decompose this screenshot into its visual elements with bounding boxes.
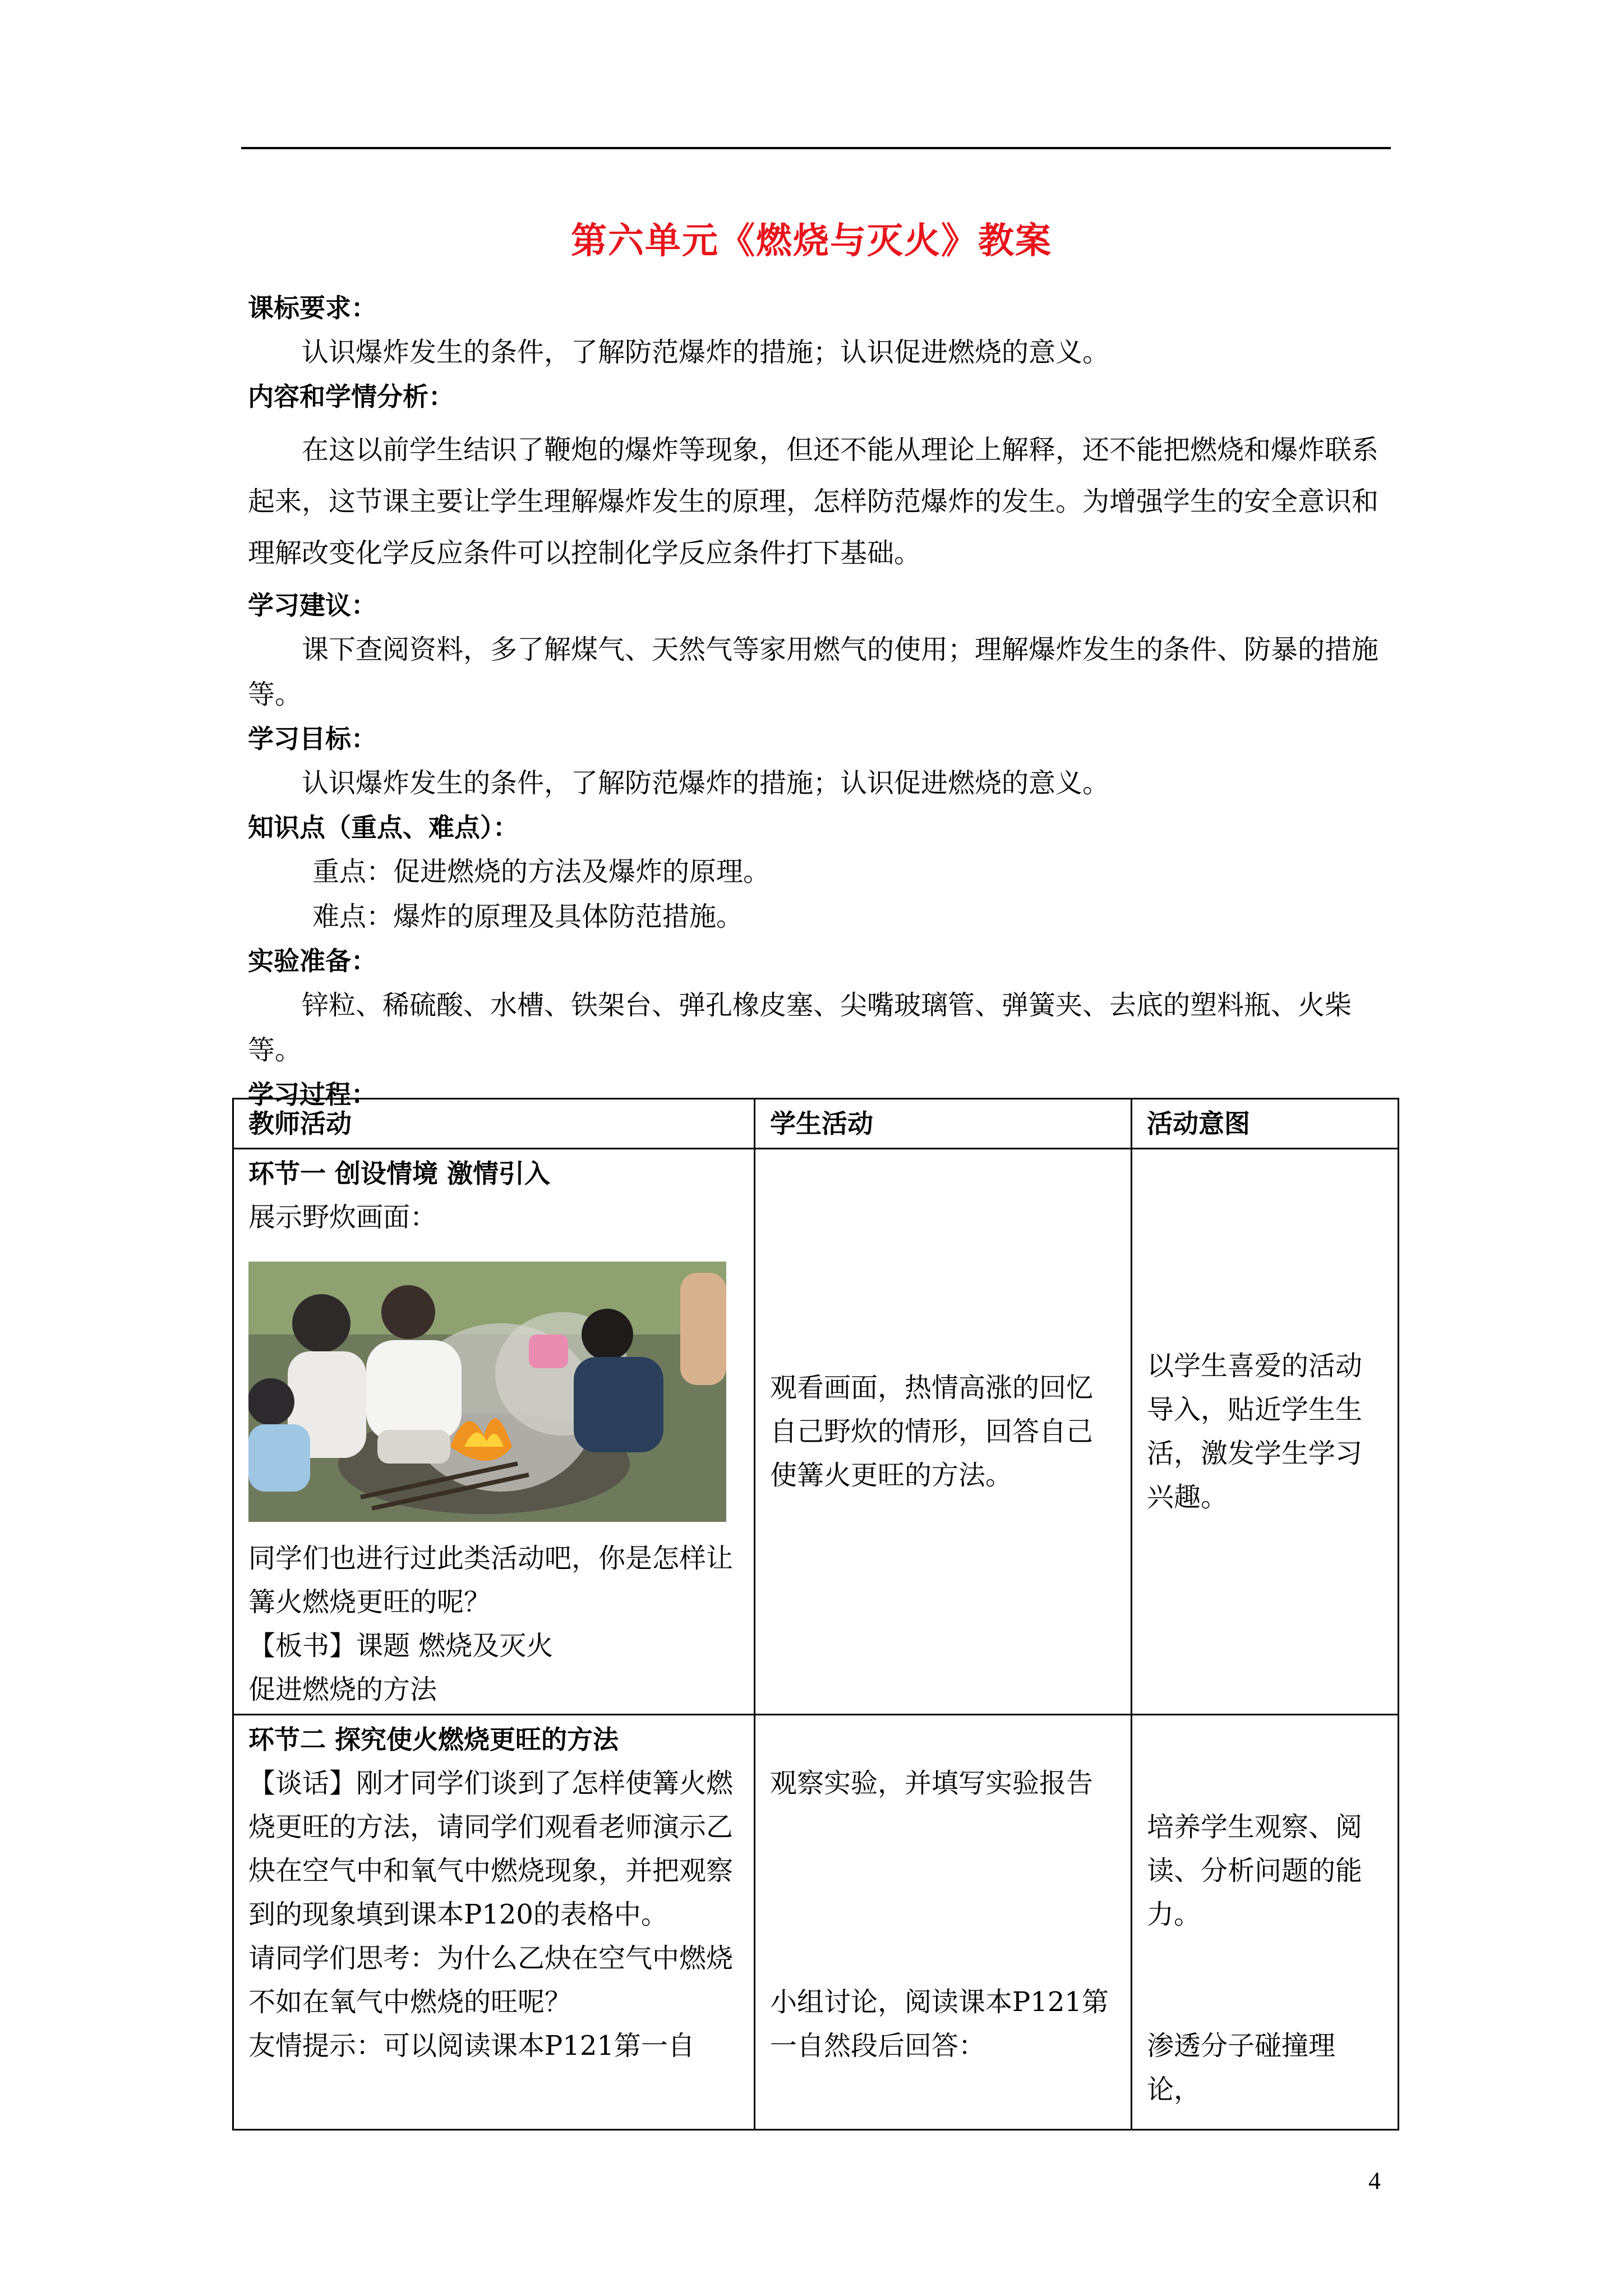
activity-intent-2: 渗透分子碰撞理论， [1147, 2030, 1336, 2105]
student-activity: 观看画面，热情高涨的回忆自己野炊的情形，回答自己使篝火更旺的方法。 [770, 1372, 1094, 1491]
keypoint-difficult: 难点：爆炸的原理及具体防范措施。 [312, 901, 744, 932]
paragraph-suggestion: 课下查阅资料，多了解煤气、天然气等家用燃气的使用；理解爆炸发生的条件、防暴的措施等。 [248, 634, 1379, 710]
intent-cell [1132, 1715, 1399, 2130]
teacher-cell [233, 1715, 755, 2130]
board-title: 【板书】课题 燃烧及灭火 [248, 1630, 554, 1662]
teacher-intro: 展示野炊画面： [248, 1202, 437, 1233]
table-row [233, 1149, 1399, 1715]
teacher-talk: 【谈话】刚才同学们谈到了怎样使篝火燃烧更旺的方法，请同学们观看老师演示乙炔在空气中和氧气中燃烧现象，并把观察到的现象填到课本P120的表格中。 [248, 1768, 734, 1930]
table-row [233, 1715, 1399, 2130]
section-title: 环节一 创设情境 激情引入 [248, 1158, 551, 1189]
paragraph-standard: 认识爆炸发生的条件，了解防范爆炸的措施；认识促进燃烧的意义。 [302, 337, 1110, 368]
student-cell [755, 1149, 1132, 1715]
teacher-hint: 友情提示：可以阅读课本P121第一自 [248, 2030, 695, 2062]
header-intent: 活动意图 [1132, 1099, 1399, 1149]
activity-intent: 以学生喜爱的活动导入，贴近学生生活，激发学生学习兴趣。 [1147, 1350, 1363, 1513]
section-title: 环节二 探究使火燃烧更旺的方法 [248, 1724, 619, 1755]
paragraph-prep: 锌粒、稀硫酸、水槽、铁架台、弹孔橡皮塞、尖嘴玻璃管、弹簧夹、去底的塑料瓶、火柴等。 [248, 990, 1352, 1066]
heading-analysis: 内容和学情分析： [248, 381, 454, 412]
page-number: 4 [1368, 2167, 1381, 2194]
paragraph-goal: 认识爆炸发生的条件，了解防范爆炸的措施；认识促进燃烧的意义。 [302, 767, 1110, 799]
intent-cell [1132, 1149, 1399, 1715]
board-subtitle: 促进燃烧的方法 [248, 1674, 437, 1705]
document-body [248, 286, 1398, 1116]
header-rule [241, 147, 1391, 149]
picnic-photo [248, 1262, 726, 1522]
teacher-question: 同学们也进行过此类活动吧，你是怎样让篝火燃烧更旺的呢？ [248, 1543, 734, 1618]
student-cell [755, 1715, 1132, 2130]
student-activity-1: 观察实验，并填写实验报告 [770, 1768, 1094, 1799]
heading-standard: 课标要求： [248, 293, 377, 323]
teacher-think: 请同学们思考：为什么乙炔在空气中燃烧不如在氧气中燃烧的旺呢？ [248, 1943, 734, 2018]
header-student: 学生活动 [755, 1099, 1132, 1149]
picnic-photo-drawing [248, 1262, 726, 1522]
heading-keypoints: 知识点（重点、难点）： [248, 812, 519, 843]
header-teacher: 教师活动 [233, 1099, 755, 1149]
table-header-row [233, 1099, 1399, 1149]
activity-intent-1: 培养学生观察、阅读、分析问题的能力。 [1147, 1811, 1363, 1930]
heading-goal: 学习目标： [248, 724, 377, 754]
document-title: 第六单元《燃烧与灭火》教案 [571, 220, 1052, 262]
process-table [232, 1098, 1399, 2131]
keypoint-key: 重点：促进燃烧的方法及爆炸的原理。 [312, 856, 771, 887]
student-activity-2: 小组讨论，阅读课本P121第一自然段后回答： [770, 1986, 1109, 2062]
heading-prep: 实验准备： [248, 946, 377, 976]
heading-suggestion: 学习建议： [248, 590, 377, 620]
heading-process: 学习过程： [248, 1079, 377, 1110]
teacher-cell [233, 1149, 755, 1715]
paragraph-analysis: 在这以前学生结识了鞭炮的爆炸等现象，但还不能从理论上解释，还不能把燃烧和爆炸联系起来，这节课主要让学生理解爆炸发生的原理，怎样防范爆炸的发生。为增强学生的安全意识和理解改变化学反应条件可以控制化学反应条件打下基础。 [248, 434, 1379, 569]
